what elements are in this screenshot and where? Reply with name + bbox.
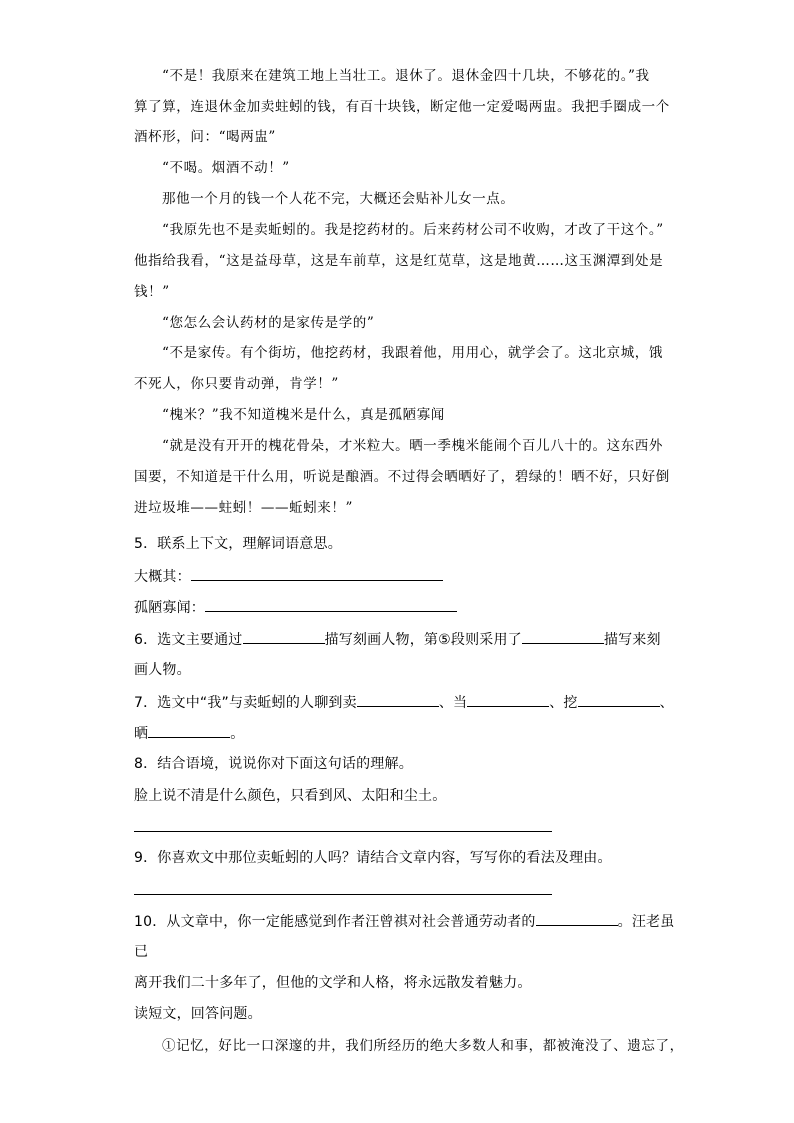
q7-answer-blank-3[interactable] [578, 692, 660, 707]
q7-text-3: 、挖 [549, 695, 578, 711]
passage-line: “就是没有开开的槐花骨朵，才米粒大。晒一季槐米能闹个百儿八十的。这东西外 [162, 438, 664, 454]
q8-answer-line[interactable] [134, 831, 552, 832]
q7-line-2 [134, 723, 244, 744]
q7-text-5: 晒 [134, 726, 149, 742]
q10-text-2: 。汪老虽 [617, 914, 675, 930]
passage-line: “不喝。烟酒不动！” [162, 160, 290, 176]
passage-line: “不是！我原来在建筑工地上当壮工。退休了。退休金四十几块，不够花的。”我 [162, 68, 650, 84]
question-7 [134, 692, 674, 713]
q6-line-2: 画人物。 [134, 662, 191, 678]
question-8: 8．结合语境，说说你对下面这句话的理解。 [134, 756, 413, 772]
q7-answer-blank-2[interactable] [467, 692, 549, 707]
passage-line: 不死人，你只要肯动弹，肯学！” [134, 376, 339, 392]
passage-line: 国要，不知道是干什么用，听说是酿酒。不过得会晒晒好了，碧绿的！晒不好，只好倒 [134, 469, 670, 485]
q10-text-1: 10．从文章中，你一定能感觉到作者汪曾祺对社会普通劳动者的 [134, 914, 536, 930]
question-9: 9．你喜欢文中那位卖蚯蚓的人吗？请结合文章内容，写写你的看法及理由。 [134, 850, 612, 866]
q5-term-2-label: 孤陋寡闻： [134, 600, 205, 616]
question-10 [134, 911, 674, 932]
question-6 [134, 629, 661, 650]
next-passage-line: ①记忆，好比一口深邃的井，我们所经历的绝大多数人和事，都被淹没了、遗忘了， [162, 1038, 684, 1054]
q7-text-4: 、 [659, 695, 674, 711]
passage-line: “槐米？”我不知道槐米是什么，真是孤陋寡闻 [162, 407, 445, 423]
q8-quote: 脸上说不清是什么颜色，只看到风、太阳和尘土。 [134, 788, 447, 804]
q7-text-2: 、当 [438, 695, 468, 711]
passage-line: 算了算，连退休金加卖蛀蚓的钱，有百十块钱，断定他一定爱喝两盅。我把手圈成一个 [134, 99, 670, 115]
q7-text-1: 7．选文中“我”与卖蚯蚓的人聊到卖 [134, 695, 357, 711]
q5-term-2 [134, 597, 457, 618]
q6-answer-blank-2[interactable] [522, 629, 604, 644]
question-5: 5．联系上下文，理解词语意思。 [134, 536, 342, 552]
q7-text-6: 。 [230, 726, 245, 742]
q6-text-1: 6．选文主要通过 [134, 632, 243, 648]
q7-answer-blank-4[interactable] [148, 723, 230, 738]
q5-answer-blank-2[interactable] [205, 597, 457, 612]
q5-answer-blank-1[interactable] [191, 566, 443, 581]
q9-answer-line[interactable] [134, 894, 552, 895]
q5-term-1 [134, 566, 443, 587]
q10-answer-blank[interactable] [536, 911, 618, 926]
passage-line: 钱！” [134, 284, 170, 300]
q7-answer-blank-1[interactable] [357, 692, 439, 707]
q5-term-1-label: 大概其： [134, 569, 191, 585]
passage-line: “我原先也不是卖蚯蚓的。我是挖药材的。后来药材公司不收购，才改了干这个。” [162, 222, 664, 238]
q10-line-2: 已 [134, 944, 149, 960]
passage-line: “不是家传。有个街坊，他挖药材，我跟着他，用用心，就学会了。这北京城，饿 [162, 345, 664, 361]
q6-answer-blank-1[interactable] [243, 629, 325, 644]
passage-line: 他指给我看，“这是益母草，这是车前草，这是红苋草，这是地黄……这玉渊潭到处是 [134, 253, 664, 269]
q6-text-3: 描写来刻 [603, 632, 661, 648]
passage-line: “您怎么会认药材的是家传是学的” [162, 315, 375, 331]
reading-instruction: 读短文，回答问题。 [134, 1006, 262, 1022]
passage-line: 那他一个月的钱一个人花不完，大概还会贴补儿女一点。 [162, 191, 515, 207]
q6-text-2: 描写刻画人物，第⑤段则采用了 [324, 632, 522, 648]
passage-line: 进垃圾堆——蛀蚓！——蚯蚓来！” [134, 500, 354, 516]
passage-line: 酒杯形，问：“喝两盅” [134, 129, 276, 145]
q10-line-3: 离开我们二十多年了，但他的文学和人格，将永远散发着魅力。 [134, 975, 532, 991]
